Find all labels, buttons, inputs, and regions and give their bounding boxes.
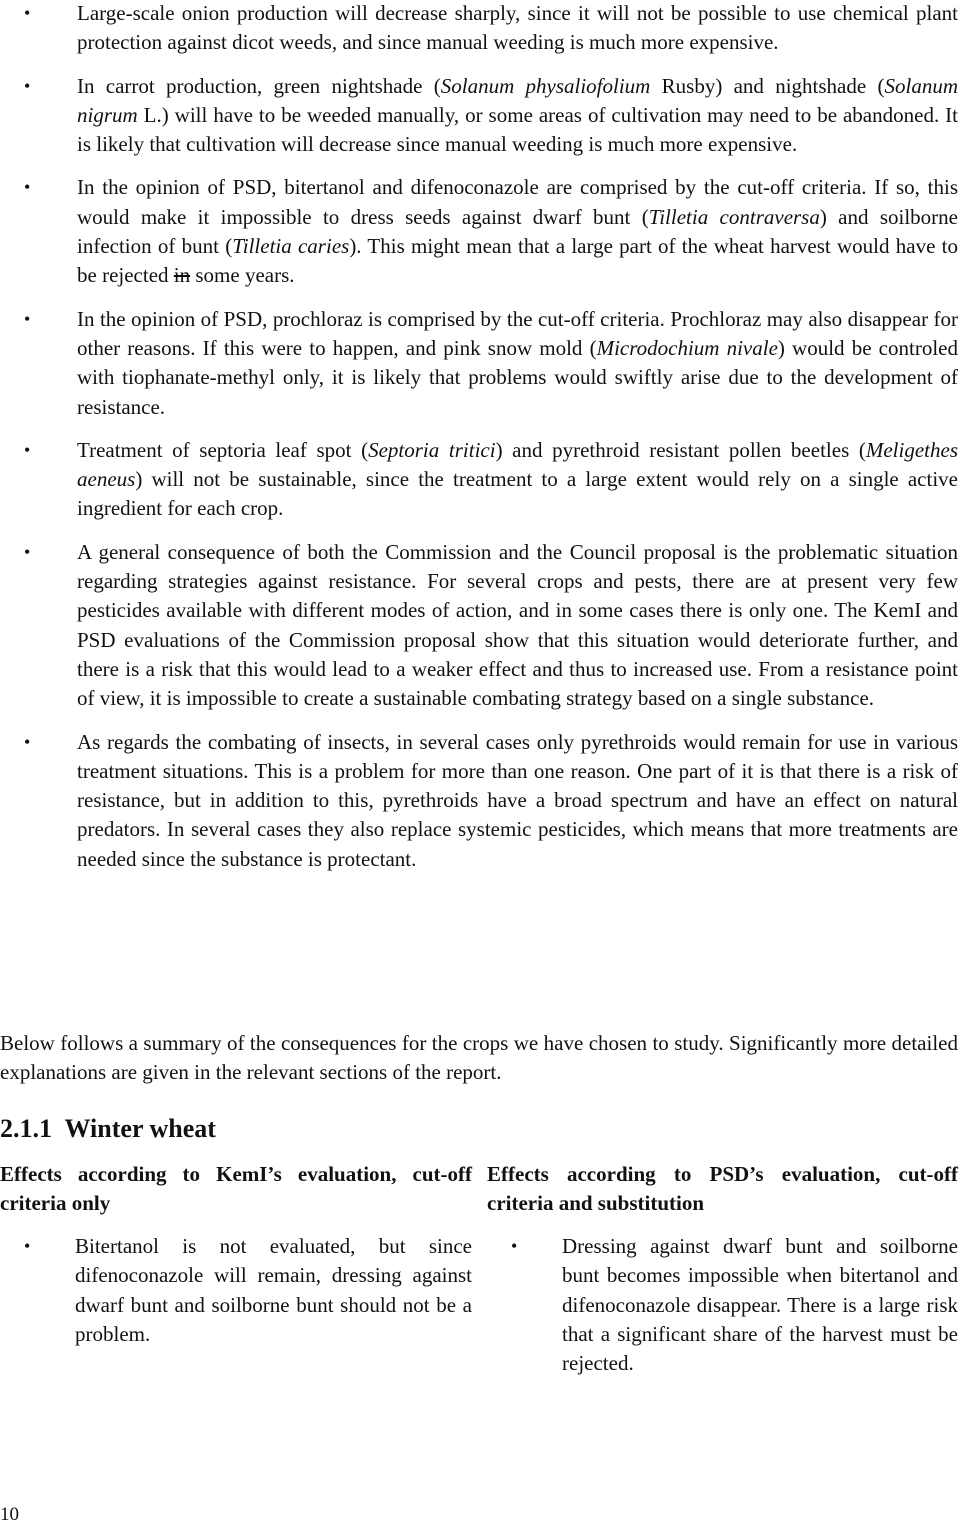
bullet-text: In the opinion of PSD, prochloraz is comprised by the cut-off criteria. Prochloraz may also disappear for other reasons. If this were to happen, and pink snow mold (Microdochium nivale) would be controled with tiophanate-methyl only, it is likely that problems would swiftly arise due to the development of resistance. xyxy=(77,306,958,419)
bullet-item xyxy=(0,72,958,160)
bullet-item xyxy=(0,538,958,714)
bullet-item xyxy=(0,728,958,874)
kemi-column-heading: Effects according to KemI’s evaluation, cut-off criteria only xyxy=(0,1162,472,1215)
bullet-text: Dressing against dwarf bunt and soilborne bunt becomes impossible when bitertanol and difenoconazole disappear. There is a large risk that a significant share of the harvest must be rejected. xyxy=(562,1234,958,1376)
italic-term: Meligethes aeneus xyxy=(77,437,958,492)
italic-term: Solanum nigrum xyxy=(77,73,958,127)
psd-evaluation-column xyxy=(487,1160,958,1376)
bullet-text: As regards the combating of insects, in several cases only pyrethroids would remain for use in various treatment situations. This is a problem for more than one reason. One part of it is that there is a risk of resistance, but in addition to this, pyrethroids have a broad spectrum and have an effect on natural predators. In several cases they also replace systemic pesticides, which means that more treatments are needed since the substance is protectant. xyxy=(77,729,958,871)
section-title: Winter wheat xyxy=(64,1114,216,1143)
bullet-item xyxy=(0,0,958,58)
bullet-item xyxy=(0,436,958,524)
bullet-item xyxy=(0,1232,472,1349)
bullet-icon: • xyxy=(24,177,31,198)
italic-term: Tilletia caries xyxy=(232,234,350,259)
italic-term: Septoria tritici xyxy=(368,437,496,462)
bullet-icon: • xyxy=(24,308,31,329)
bullet-text: A general consequence of both the Commission and the Council proposal is the problematic situation regarding strategies against resistance. For several crops and pests, there are at present very few pesticides available with different modes of action, and in some cases there is only one. The KemI and PSD evaluations of the Commission proposal show that this situation would deteriorate further, and there is a risk that this would lead to a weaker effect and thus to increased use. From a resistance point of view, it is impossible to create a sustainable combating strategy based on a single substance. xyxy=(77,539,958,711)
psd-effects-list xyxy=(487,1232,958,1378)
bullet-icon: • xyxy=(24,439,31,460)
bullet-icon: • xyxy=(511,1236,518,1256)
page-number: 10 xyxy=(0,1504,19,1525)
section-heading xyxy=(0,1112,216,1146)
kemi-evaluation-column xyxy=(0,1160,472,1346)
bullet-icon: • xyxy=(24,1236,31,1256)
bullet-icon: • xyxy=(24,3,31,23)
bullet-text: In carrot production, green nightshade (Solanum physaliofolium Rusby) and nightshade (Solanum nigrum L.) will have to be weeded manually, or some areas of cultivation may need to be abandoned. It is likely that cultivation will decrease since manual weeding is much more expensive. xyxy=(77,73,958,157)
bullet-icon: • xyxy=(24,541,31,562)
bullet-icon: • xyxy=(24,75,31,96)
struck-text: in xyxy=(173,263,191,288)
kemi-effects-list xyxy=(0,1232,472,1349)
bullet-text: Large-scale onion production will decrease sharply, since it will not be possible to use chemical plant protection against dicot weeds, and since manual weeding is much more expensive. xyxy=(77,1,958,55)
bullet-text: Treatment of septoria leaf spot (Septoria tritici) and pyrethroid resistant pollen beetles (Meligethes aeneus) will not be sustainable, since the treatment to a large extent would rely on a single active ingredient for each crop. xyxy=(77,437,958,521)
italic-term: Microdochium nivale xyxy=(596,335,778,360)
italic-term: Solanum physaliofolium xyxy=(440,73,651,98)
bullet-item xyxy=(0,173,958,290)
bullet-text: In the opinion of PSD, bitertanol and difenoconazole are comprised by the cut-off criteria. If so, this would make it impossible to dress seeds against dwarf bunt (Tilletia contraversa) and soilborne infection of bunt (Tilletia caries). This might mean that a large part of the wheat harvest would have to be rejected in some years. xyxy=(77,175,958,288)
summary-paragraph: Below follows a summary of the consequences for the crops we have chosen to study. Significantly more detailed explanations are given in the relevant sections of the report. xyxy=(0,1031,958,1085)
psd-column-heading: Effects according to PSD’s evaluation, cut-off criteria and substitution xyxy=(487,1162,958,1215)
bullet-text: Bitertanol is not evaluated, but since difenoconazole will remain, dressing against dwarf bunt and soilborne bunt should not be a problem. xyxy=(75,1234,472,1346)
bullet-icon: • xyxy=(24,731,31,752)
italic-term: Tilletia contraversa xyxy=(648,204,820,229)
bullet-item xyxy=(487,1232,958,1378)
bullet-item xyxy=(0,305,958,422)
section-number: 2.1.1 xyxy=(0,1114,52,1143)
